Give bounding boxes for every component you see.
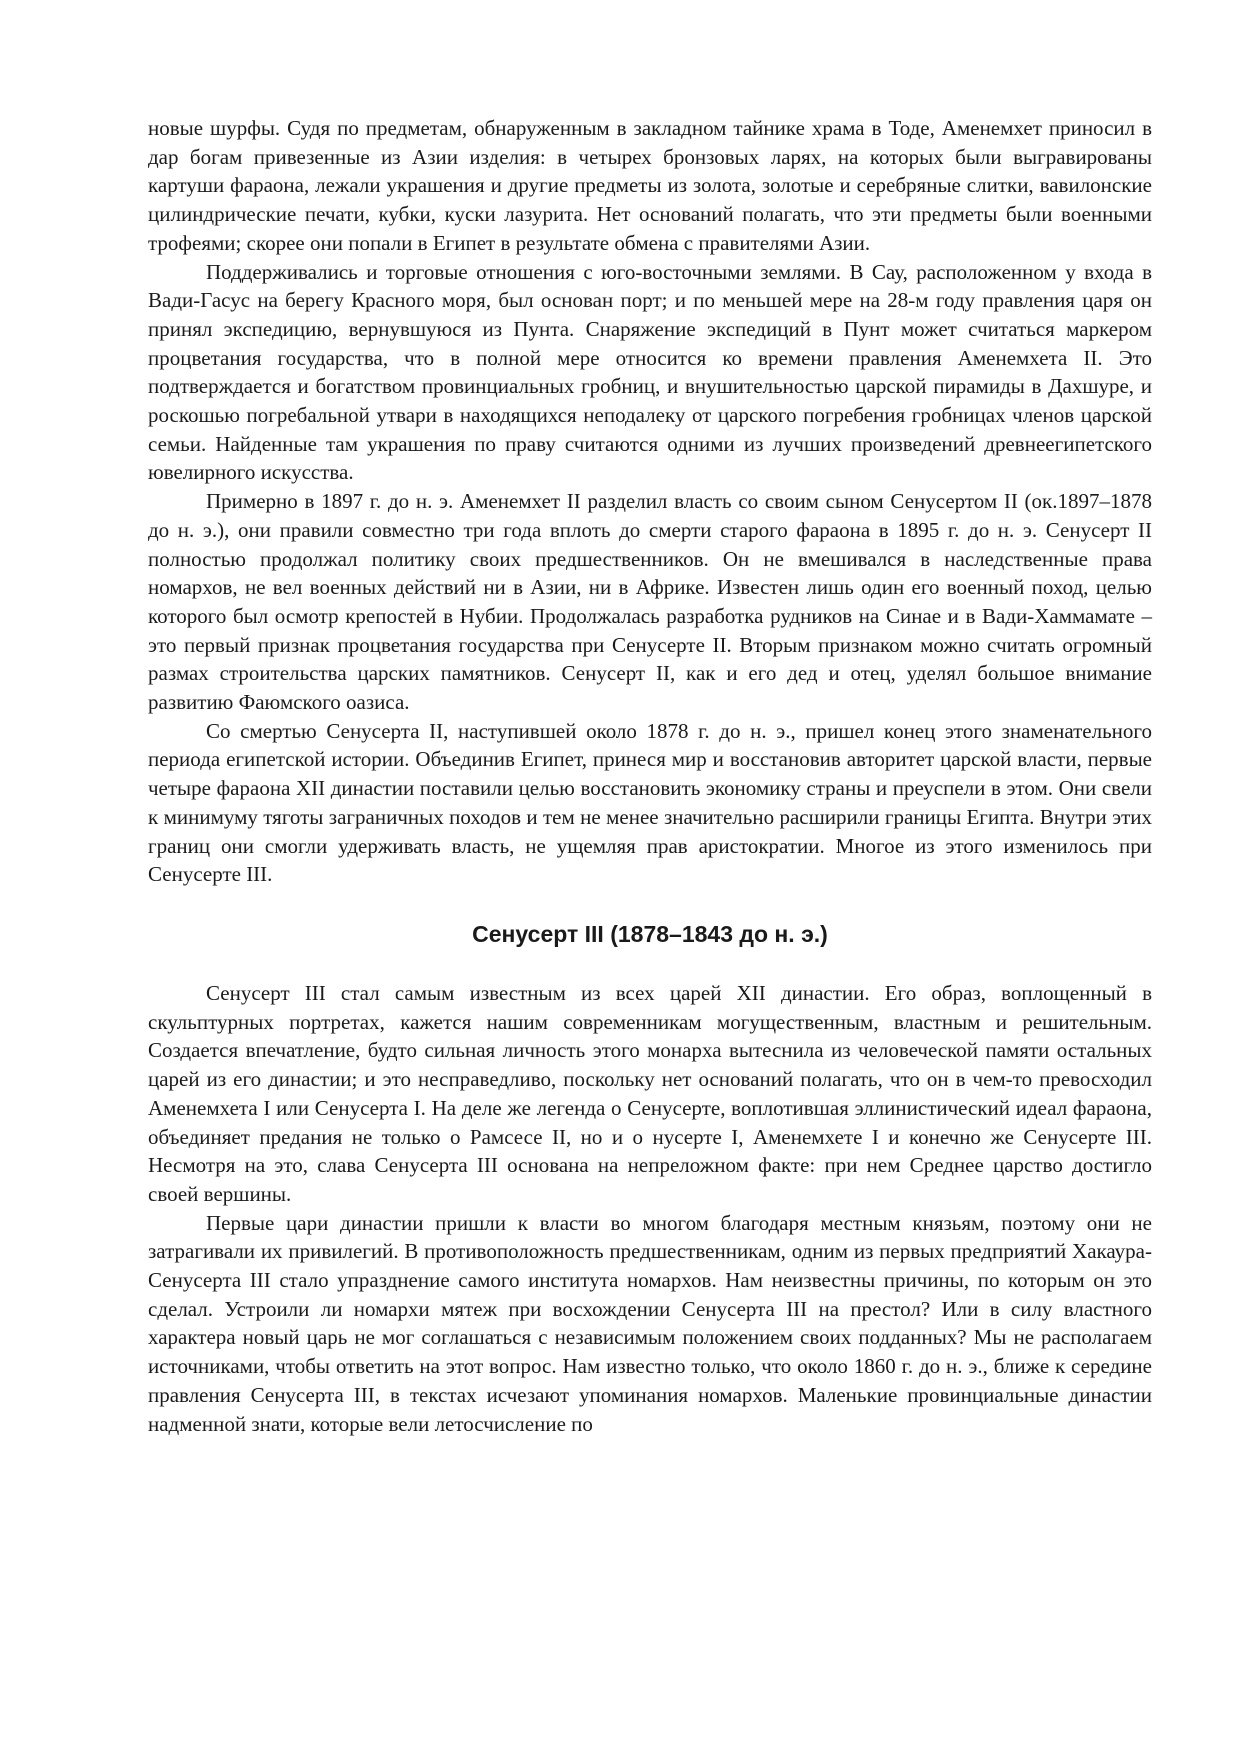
section-heading: Сенусерт III (1878–1843 до н. э.): [472, 920, 828, 947]
paragraph: Поддерживались и торговые отношения с юго-восточными землями. В Сау, расположенном у входа в Вади-Гасус на берегу Красного моря, был основан порт; и по меньшей мере на 28-м году правления царя он принял экспедицию, вернувшуюся из Пунта. Снаряжение экспедиций в Пунт может считаться маркером процветания государства, что в полной мере относится ко времени правления Аменемхета II. Это подтверждается и богатством провинциальных гробниц, и внушительностью царской пирамиды в Дахшуре, и роскошью погребальной утвари в находящихся неподалеку от царского погребения гробницах членов царской семьи. Найденные там украшения по праву считаются одними из лучших произведений древнеегипетского ювелирного искусства.: [148, 259, 1152, 485]
paragraph: Первые цари династии пришли к власти во многом благодаря местным князьям, поэтому они не затрагивали их привилегий. В противоположность предшественникам, одним из первых предприятий Хакаура-Сенусерта III стало упразднение самого института номархов. Нам неизвестны причины, по которым он это сделал. Устроили ли номархи мятеж при восхождении Сенусерта III на престол? Или в силу властного характера новый царь не мог соглашаться с независимым положением своих подданных? Мы не располагаем источниками, чтобы ответить на этот вопрос. Нам известно только, что около 1860 г. до н. э., ближе к середине правления Сенусерта III, в текстах исчезают упоминания номархов. Маленькие провинциальные династии надменной знати, которые вели летосчисление по: [148, 1210, 1152, 1436]
paragraph: Сенусерт III стал самым известным из всех царей XII династии. Его образ, воплощенный в скульптурных портретах, кажется нашим современникам могущественным, властным и решительным. Создается впечатление, будто сильная личность этого монарха вытеснила из человеческой памяти остальных царей из его династии; и это несправедливо, поскольку нет оснований полагать, что он в чем-то превосходил Аменемхета I или Сенусерта I. На деле же легенда о Сенусерте, воплотившая эллинистический идеал фараона, объединяет предания не только о Рамсесе II, но и о нусерте I, Аменемхете I и конечно же Сенусерте III. Несмотря на это, слава Сенусерта III основана на непреложном факте: при нем Среднее царство достигло своей вершины.: [148, 980, 1152, 1206]
paragraph: Со смертью Сенусерта II, наступившей около 1878 г. до н. э., пришел конец этого знаменательного периода египетской истории. Объединив Египет, принеся мир и восстановив авторитет царской власти, первые четыре фараона XII династии поставили целью восстановить экономику страны и преуспели в этом. Они свели к минимуму тяготы заграничных походов и тем не менее значительно расширили границы Египта. Внутри этих границ они смогли удерживать власть, не ущемляя прав аристократии. Многое из этого изменилось при Сенусерте III.: [148, 718, 1152, 887]
paragraph: Примерно в 1897 г. до н. э. Аменемхет II разделил власть со своим сыном Сенусертом II (ок.1897–1878 до н. э.), они правили совместно три года вплоть до смерти старого фараона в 1895 г. до н. э. Сенусерт II полностью продолжал политику своих предшественников. Он не вмешивался в наследственные права номархов, не вел военных действий ни в Азии, ни в Африке. Известен лишь один его военный поход, целью которого был осмотр крепостей в Нубии. Продолжалась разработка рудников на Синае и в Вади-Хаммамате – это первый признак процветания государства при Сенусерте II. Вторым признаком можно считать огромный размах строительства царских памятников. Сенусерт II, как и его дед и отец, уделял большое внимание развитию Фаюмского оазиса.: [148, 489, 1152, 715]
paragraph: новые шурфы. Судя по предметам, обнаруженным в закладном тайнике храма в Тоде, Аменемхет приносил в дар богам привезенные из Азии изделия: в четырех бронзовых ларях, на которых были выгравированы картуши фараона, лежали украшения и другие предметы из золота, золотые и серебряные слитки, вавилонские цилиндрические печати, кубки, куски лазурита. Нет оснований полагать, что эти предметы были военными трофеями; скорее они попали в Египет в результате обмена с правителями Азии.: [148, 116, 1152, 255]
document-page: [148, 114, 1152, 1438]
